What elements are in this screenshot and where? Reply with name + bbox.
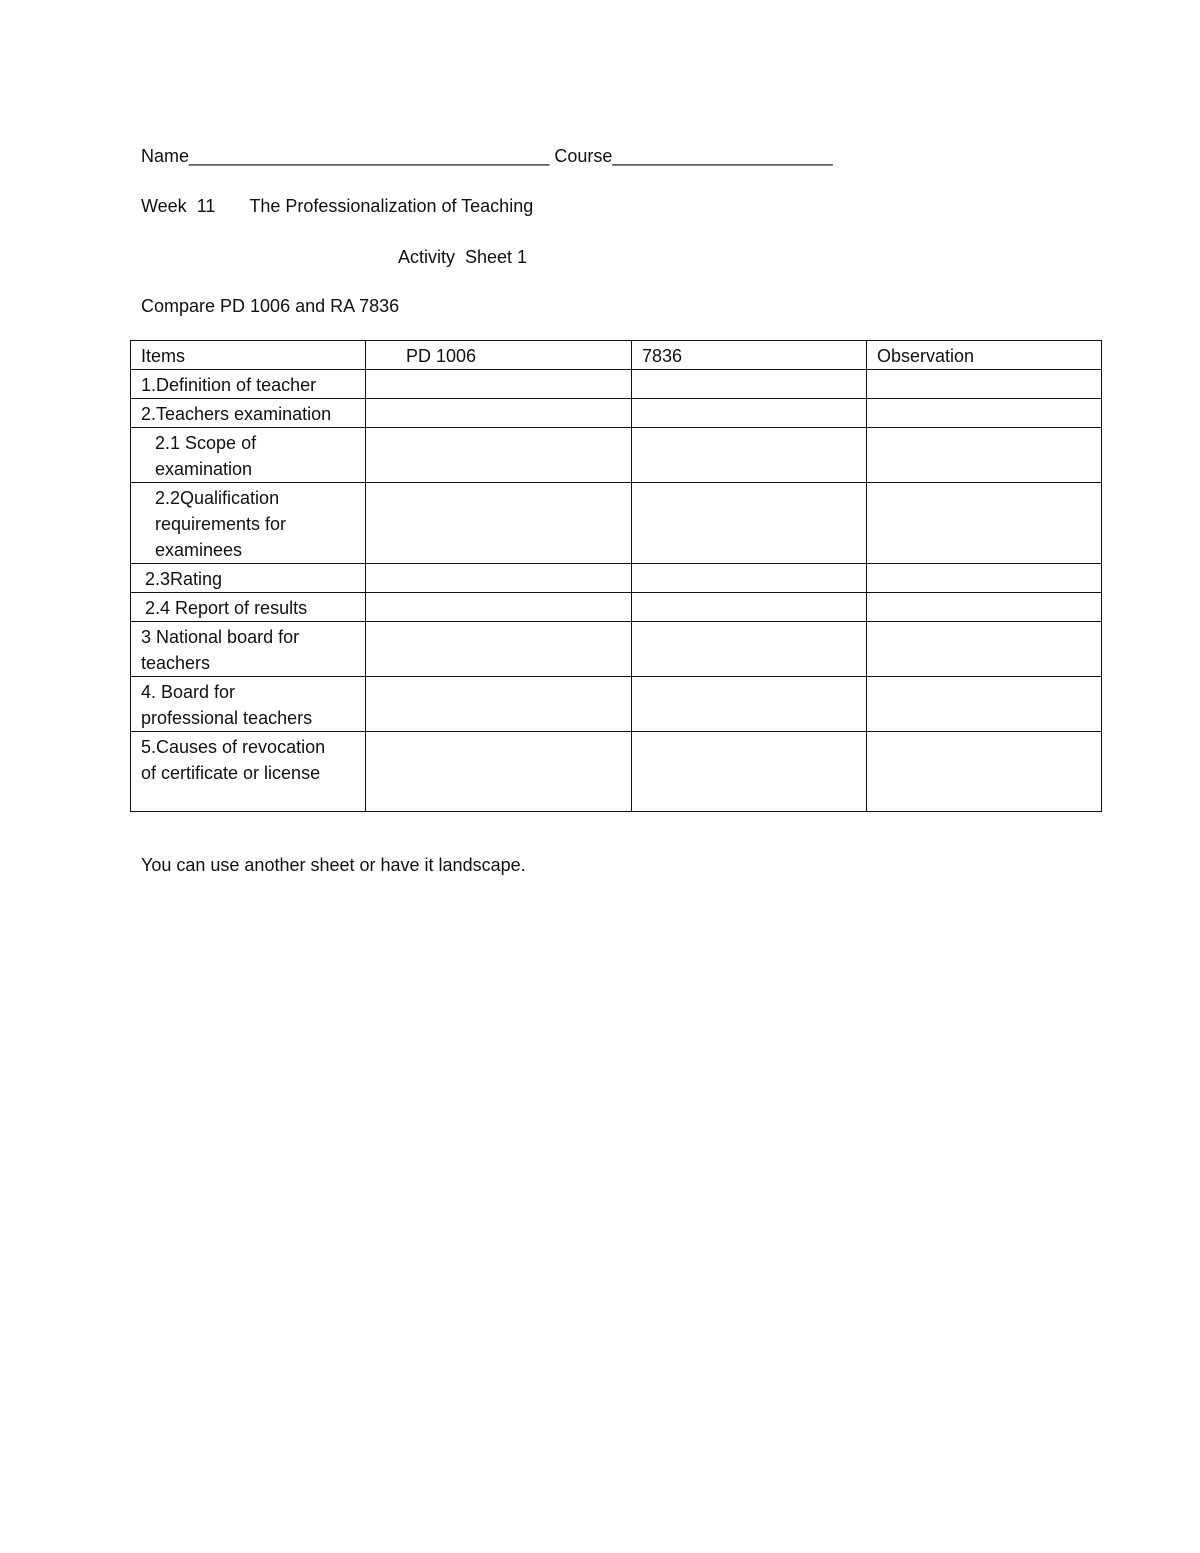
ra7836-cell [632,677,867,732]
name-course-line: Name____________________________________ Course______________________ [141,146,833,166]
observation-cell [867,593,1102,622]
item-cell [131,399,366,428]
pd1006-cell [366,677,632,732]
observation-cell [867,732,1102,812]
item-cell [131,622,366,677]
observation-cell [867,622,1102,677]
item-label: 2.4 Report of results [145,598,308,618]
table-row [131,732,1102,812]
table-header-row [131,341,1102,370]
week-title: The Professionalization of Teaching [249,196,534,216]
ra7836-cell [632,732,867,812]
table-row [131,399,1102,428]
item-cell [131,428,366,483]
column-header-pd1006: PD 1006 [366,341,632,370]
ra7836-cell [632,593,867,622]
ra7836-cell [632,428,867,483]
ra7836-cell [632,399,867,428]
pd1006-cell [366,399,632,428]
ra7836-cell [632,370,867,399]
pd1006-cell [366,483,632,564]
ra7836-cell [632,622,867,677]
table-row [131,428,1102,483]
pd1006-cell [366,564,632,593]
item-cell [131,593,366,622]
item-label: 2.1 Scope of examination [155,433,257,479]
item-label: 1.Definition of teacher [141,375,317,395]
instruction-text: Compare PD 1006 and RA 7836 [141,296,400,316]
column-header-items: Items [131,341,366,370]
item-cell [131,732,366,812]
table-row [131,593,1102,622]
table-row [131,677,1102,732]
observation-cell [867,483,1102,564]
ra7836-cell [632,564,867,593]
table-row [131,564,1102,593]
item-label: 2.3Rating [145,569,223,589]
item-label: 5.Causes of revocation of certificate or license [141,737,326,783]
table-row [131,370,1102,399]
observation-cell [867,428,1102,483]
comparison-table [130,340,1102,812]
observation-cell [867,399,1102,428]
item-cell [131,564,366,593]
week-heading [141,195,533,217]
footer-note: You can use another sheet or have it landscape. [141,855,526,875]
column-header-observation: Observation [867,341,1102,370]
ra7836-cell [632,483,867,564]
observation-cell [867,370,1102,399]
item-cell [131,483,366,564]
observation-cell [867,564,1102,593]
pd1006-cell [366,370,632,399]
item-label: 2.2Qualification requirements for examinees [155,488,287,560]
item-label: 4. Board for professional teachers [141,682,313,728]
table-row [131,483,1102,564]
item-label: 3 National board for teachers [141,627,300,673]
pd1006-cell [366,732,632,812]
pd1006-cell [366,622,632,677]
observation-cell [867,677,1102,732]
table-row [131,622,1102,677]
item-cell [131,677,366,732]
column-header-7836: 7836 [632,341,867,370]
pd1006-cell [366,593,632,622]
pd1006-cell [366,428,632,483]
item-cell [131,370,366,399]
activity-title: Activity Sheet 1 [398,247,528,267]
item-label: 2.Teachers examination [141,404,332,424]
week-label: Week 11 [141,196,216,216]
